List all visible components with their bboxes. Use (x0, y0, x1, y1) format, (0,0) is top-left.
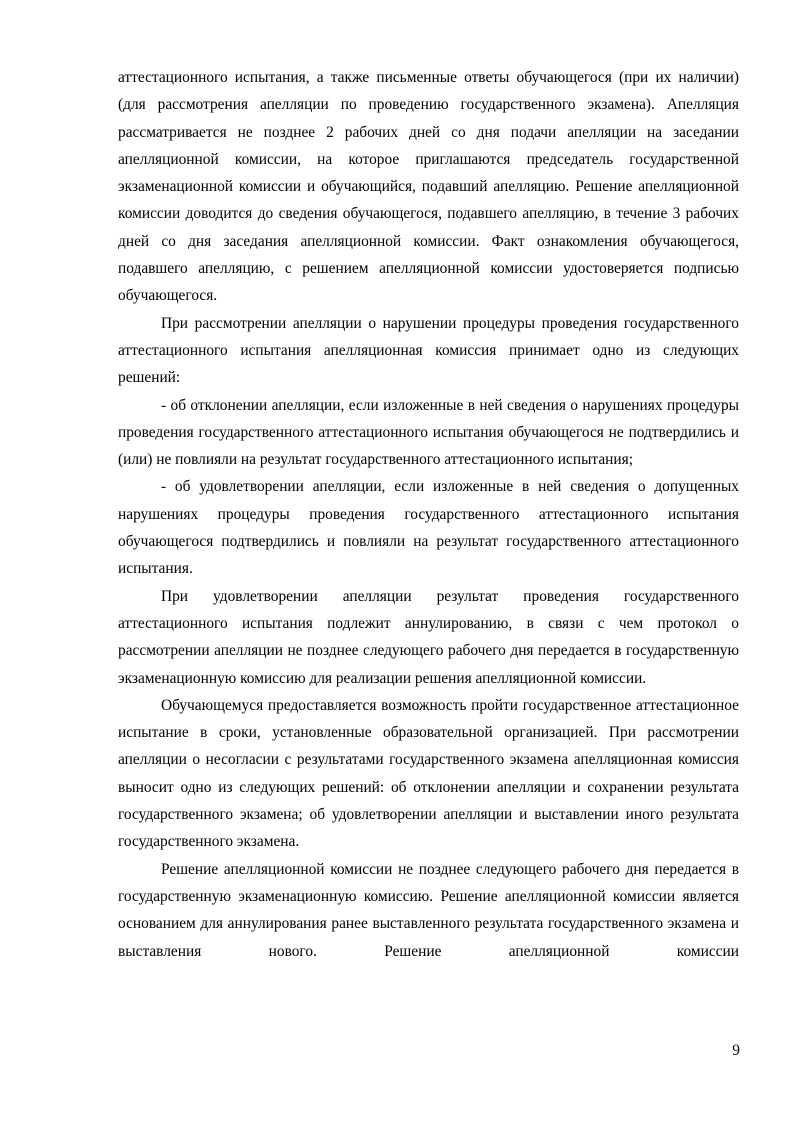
page-number: 9 (732, 1042, 740, 1059)
list-item-appeal-rejection: - об отклонении апелляции, если изложенные в ней сведения о нарушениях процедуры проведения государственного аттестационного испытания обучающегося не подтвердились и (или) не повлияли на результат государственного аттестационного испытания; (118, 396, 739, 469)
paragraph-retake-opportunity: Обучающемуся предоставляется возможность пройти государственное аттестационное испытание в сроки, установленные образовательной организацией. При рассмотрении апелляции о несогласии с результатами государственного экзамена апелляционная комиссия выносит одно из следующих решений: об отклонении апелляции и сохранении результата государственного экзамена; об удовлетворении апелляции и выставлении иного результата государственного экзамена. (118, 696, 739, 851)
paragraph-procedure-violation: При рассмотрении апелляции о нарушении процедуры проведения государственного аттестационного испытания апелляционная комиссия принимает одно из следующих решений: (118, 314, 739, 387)
body-text (118, 64, 739, 965)
paragraph-appeal-review: аттестационного испытания, а также письменные ответы обучающегося (при их наличии) (для рассмотрения апелляции по проведению государственного экзамена). Апелляция рассматривается не позднее 2 рабочих дней со дня подачи апелляции на заседании апелляционной комиссии, на которое приглашаются председатель государственной экзаменационной комиссии и обучающийся, подавший апелляцию. Решение апелляционной комиссии доводится до сведения обучающегося, подавшего апелляцию, в течение 3 рабочих дней со дня заседания апелляционной комиссии. Факт ознакомления обучающегося, подавшего апелляцию, с решением апелляционной комиссии удостоверяется подписью обучающегося. (118, 69, 739, 305)
list-item-appeal-satisfaction: - об удовлетворении апелляции, если изложенные в ней сведения о допущенных нарушениях процедуры проведения государственного аттестационного испытания обучающегося подтвердились и повлияли на результат государственного аттестационного испытания. (118, 478, 739, 578)
paragraph-commission-decision: Решение апелляционной комиссии не позднее следующего рабочего дня передается в государственную экзаменационную комиссию. Решение апелляционной комиссии является основанием для аннулирования ранее выставленного результата государственного экзамена и выставления нового. Решение апелляционной комиссии (118, 860, 739, 960)
paragraph-result-annulment: При удовлетворении апелляции результат проведения государственного аттестационного испытания подлежит аннулированию, в связи с чем протокол о рассмотрении апелляции не позднее следующего рабочего дня передается в государственную экзаменационную комиссию для реализации решения апелляционной комиссии. (118, 587, 739, 687)
